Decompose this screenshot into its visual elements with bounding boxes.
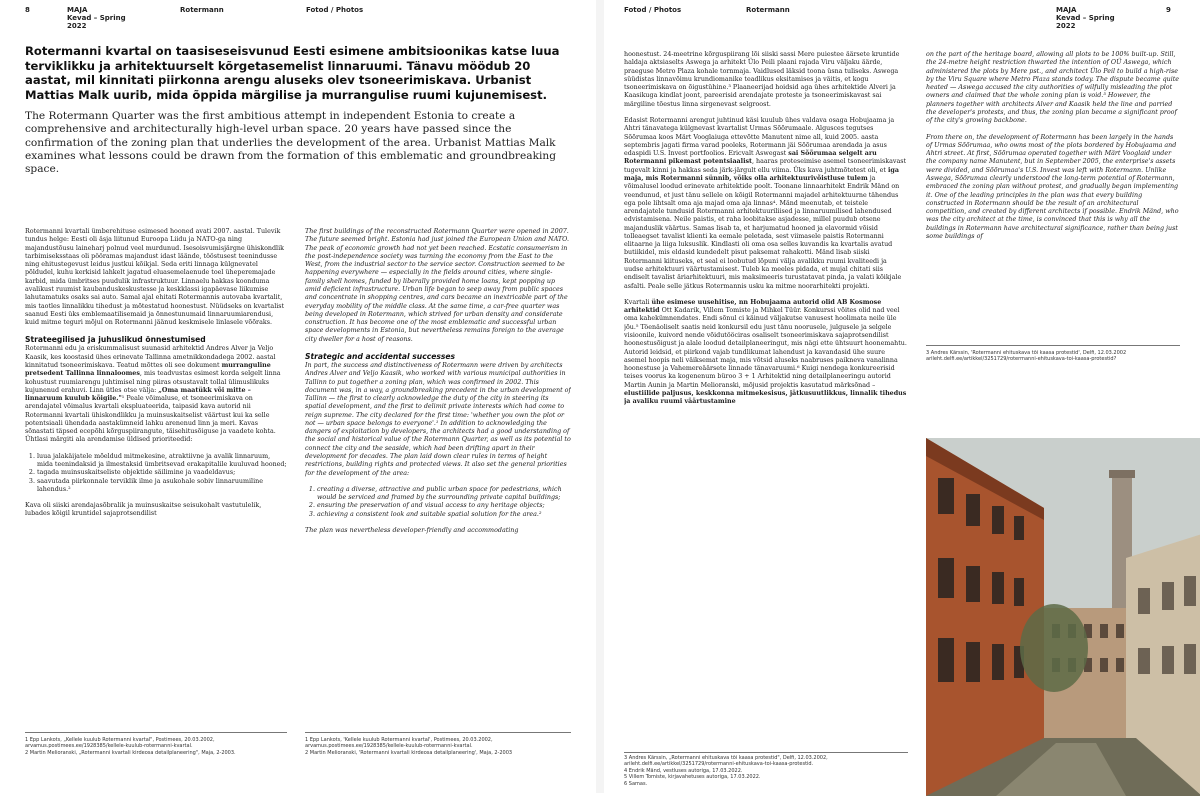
paragraph: Edasist Rotermanni arengut juhtinud käsi kuulub ühes valdava osaga Hobujaama ja Ahtri tänavatega külgnevast kvartalist Urmas Sõõrumaale. Algusces tegutses Sõõrumaa koos Märt Vooglaiuga ettevõtte Manutent nime all, kuid 2005. aasta septembris jagati firma varad pooleks, Rotermann jäi Sõõrumaa arendada ja asus edaspidi U.S. Invest portfoolios. Ericvalt Aswegast sai Sõõrumaa selgelt aru Rotermanni pikemast potentsiaalist, haaras proteseimise asemel tsoneerimiskavast tugevalt kinni ja hakkas seda järk-järgult ellu viima. Üks kava juhtmõtetest oli, et iga maja, mis Rotermanni sünnib, võiks olla arhitektuurivõistluse tulem ja võimalusel loodud erinevate arhitektide poolt. Toonane linnaarhitekt Endrik Mänd on veendunud, et just tänu sellele on kõigil Rotermanni majadel arhitektuurne tähendus ega pole lihtsalt oma aja majad oma aja linnas⁴. Mänd meenutab, et teistele arendajatele tundusid Rotermanni arhitektuuriliised ja linnaruumilised lahendused edvistamisena. Neile paistis, et raha loobitakse asjadesse, millel puudub otsene majanduslik väärtus. Samas lisab ta, et harjumatud hooned ja elavormid võisid tolleaegset tavalist klienti ka eemale peletada, sest viimasele paistis Rotermanni elitaarne ja liiga luksuslik. Kindlasti oli oma osa selles kuvandis ka kvartalis avatud butiikidel, mis eldasid kundedelt pisut paksemat rahakotti. Mänd lisab siiski Rotermanni kiituseks, et seal ei loobutud lõpuni välja avalikku ruumi kvaliteedi ja uudse arhitektuuri väärtustamisest. Tuleb ka meeles pidada, et mujal chitati siis endiselt tavalist äriarhitektuuri, mis maksimeeris turustatavat pinda, ja valati kõikjale asfalti. Peale selle jätkus Rotermannis usku ka mitme noorarhitekti projekti. xyxy=(624,116,907,290)
footnotes-et xyxy=(25,737,287,756)
issue-season: Kevad – Spring xyxy=(67,14,126,22)
rotermann-courtyard-photo xyxy=(926,438,1200,796)
paragraph: Rotermanni edu ja eriskummalisust suunasid arhitektid Andres Alver ja Veljo Kaasik, kes koostasid ühes erinevate Tallinna ametnikkondadega 2002. aastal kinnitatud tsoneerimiskava. Teatud mõttes oli see dokument murranguline pretsedent Tallinna linnaloomes, mis teadvustas esimest korda selgelt linna kohustust ruumiarengu juhtimisel ning piiras otsustavalt tollal ülimuslikuks kujunenud erahuvi. Linn ütles otse välja: „Oma maatükk või mitte – linnaruum kuulub kõigile."¹ Peale võimaluse, et tsoneerimiskava on arendajatel võimalus kvartali ekspluateerida, taipasid kava autorid nii Rotermanni kvartali ühiskondlikku ja muinsuskaitselist väärtust kui ka selle potentsiaali ühendada aastakümneid lahku arenenud linn ja meri. Kavas sõnastati täpsed ecepõhi kõrguspiirangute, täisehitusõiguse ja vaadete kohta. Ühtlasi märgiti ala arendamise üldised prioriteedid: xyxy=(25,345,281,444)
list-item: 1. luua jalakäijatele mõeldud mitmekesine, atraktiivne ja avalik linnaruum, mida teenindaksid ja ilmestaksid ümbritsevad erakapitalile kuuluvad hooned; xyxy=(37,453,287,470)
footnote: 2 Martin Melioranski, 'Rotermanni kvartali kirdeosa detailplaneering', Maja, 2-2003 xyxy=(305,749,513,756)
paragraph: Kvartali ühe esimese uusehitise, nn Hobujaama autorid olid AB Kosmose arhitektid Ott Kadarik, Villem Tomiste ja Mihkel Tüür. Konkurssi võites olid nad veel oma kahekümnendates. Endi sõnul ci käinud väljakutse vanusest hoolimata neile üle jõu.⁵ Töenäoliselt saatis neid konkursil edu just tänu noorusele, julgusele ja selgele visioonile, kuivord nende võidutööciras osaliselt tsoneerimiskava sajaprotsendilist hoonestusõigust ja alale loodud detailplaneeringut, mis nägi ette ühtsuurt hoonemahtu. Autorid leidsid, et piirkond vajab tundlikumat lahendust ja kavandasid ühe suure asemel hoopis neli väiksemat maja, mis võtsid aluseks naabruses paikneva vanalinna hoonestuse ja Vahemereäärsete linnade tänavaruumi.⁶ Kuigi nendega konkureerisid teises voorus ka kogenenum büroo 3 + 1 Arhitektid ning detailplaneeringu autorid Martin Aunin ja Martin Melioranski, mõjusid projektis kasutatud märksõnad – elustiilide paljusus, keskkonna mitmekesisus, jätkusuutlikkus, linnalik tihedus ja avaliku ruumi väärtustamine xyxy=(624,298,907,406)
paragraph: From there on, the development of Rotermann has been largely in the hands of Urmas Sõõrumaa, who owns most of the plots bordered by Hobujaama and Ahtri street. At first, Sõõrumaa operated together with Märt Vooglaid under the company name Manutent, but in September 2005, the enterprise's assets were divided, and Sõõrumaa's U.S. Invest was left with Rotermann. Unlike Aswega, Sõõrumaa clearly understood the long-term potential of Rotermann, embraced the zoning plan without protest, and gradually began implementing it. One of the leading principles in the plan was that every building constructed in Rotermann should be the result of an architectural competition, and created by different architects if possible. Endrik Mänd, who was the city architect at the time, is convinced that this is why all the buildings in Rotermann have architectural significance, rather than being just some buildings of xyxy=(926,133,1179,240)
page-number-left: 8 xyxy=(25,6,30,14)
footnotes-en xyxy=(305,737,571,756)
masthead-left xyxy=(67,6,126,30)
footnote: 4 Endrik Mänd, vestluses autoriga, 17.03.2022. xyxy=(624,767,743,774)
paragraph: The plan was nevertheless developer-friendly and accommodating xyxy=(305,527,519,534)
list-item: 3. saavutada piirkonnale terviklik ilme ja asukohale sobiv linnaruumiline lahendus.² xyxy=(37,478,287,495)
masthead-right xyxy=(1056,6,1115,30)
lead-english: The Rotermann Quarter was the first ambitious attempt in independent Estonia to create a comprehensive and architecturally high-level urban space. 20 years have passed since the confirmation of the zoning plan that underlies the development of the area. Urbanist Mattias Malk examines what lessons could be drawn from the formation of this emblematic and groundbreaking space. xyxy=(25,110,556,176)
priority-list xyxy=(25,453,287,494)
paragraph: In part, the success and distinctiveness of Rotermann were driven by architects Andres Alver and Veljo Kaasik, who worked with various municipal authorities in Tallinn to put together a zoning plan, which was confirmed in 2002. This document was, in a way, a groundbreaking precedent in the urban development of Tallinn — the first to clearly acknowledge the duty of the city in steering its spatial development, and the first to delimit private interests which had come to reign supreme. The city declared for the first time: 'whether you own the plot or not — urban space belongs to everyone'.¹ In addition to acknowledging the dangers of exploitation by developers, the architects had a good understanding of the social and historical value of the Rotermann Quarter, as well as its potential to connect the city and the seaside, which had been drifting apart in their development for decades. The plan laid down clear rules in terms of height restrictions, building rights and protected views. It also set the general priorities for the development of the area: xyxy=(305,361,571,477)
footnote-rule xyxy=(305,732,571,733)
lead-estonian: Rotermanni kvartal on taasiseseisvunud Eesti esimene ambitsioonikas katse luua terviklikku ja arhitektuurselt kõrgetasemelist linnaruumi. Tänavu möödub 20 aastat, mil kinnitati piirkonna arengu aluseks olev tsoneerimiskava. Urbanist Mattias Malk uurib, mida õppida märgilise ja murrangulise ruumi kujunemisest. xyxy=(25,44,560,102)
spine-gutter xyxy=(596,0,604,793)
footnote: 1 Epp Lankots, 'Kellele kuulub Rotermanni kvartal', Postimees, 20.03.2002, arvamus.postimees.ee/1928385/kellele-kuulub-rotermanni-kvartal. xyxy=(305,737,493,750)
list-item: 2. tagada muinsuskaitseliste objektide säilimine ja vaadeldavus; xyxy=(37,469,287,477)
photo-tree xyxy=(1020,604,1088,692)
list-item: 1. creating a diverse, attractive and public urban space for pedestrians, which would be serviced and framed by the surrounding private capital buildings; xyxy=(317,486,571,503)
article-column-en-1 xyxy=(305,228,571,728)
footnote: 5 Villem Tomiste, kirjavahetuses autoriga, 17.03.2022. xyxy=(624,774,761,781)
list-item: 2. ensuring the preservation of and visual access to any heritage objects; xyxy=(317,502,571,510)
subheading: Strateegilised ja juhuslikud õnnestumised xyxy=(25,335,206,345)
paragraph: Rotermanni kvartali ümberehituse esimesed hooned avati 2007. aastal. Tulevik tundus helge: Eesti oli äsja liitunud Euroopa Liidu ja NATO-ga ning majandustõusu laineharj polnud veel murdunud. Isesoisvumisjärgne ühiskondlik tarbimiseksstaas oli pööramas majandust idast läände, tööstusest teenindusse ning ehitustegevust leidus justkui kõikjal. Seda eriti linnaga külgnevatel põldudel, kuhu kerkisid lahkelt jagatud eluasemelaenude toel üheperemajade karbid, mida ümbritses puudulik infrastruktuur. Linnaelu hakkas koonduma avalikust ruumist kaubanduskeskustesse ja keskklassi igapäevase liikumise lahutamatuks osaks sai auto. Samal ajal ehitati Rotermannis autovaba kvartalit, mis taotles linnalikku tihedust ja mõtestatud hoonestust. Nüüdseks on kvartalist saanud Eesti üks emblemaatilisemaid ja õnnestunumaid linnaruumiarendusi, kuid mitme teguri mõjul on Rotermanni jäänud keskmisele linlasele võõraks. xyxy=(25,228,285,327)
magazine-name: MAJA xyxy=(67,6,88,14)
section-title-left: Rotermann xyxy=(180,6,224,14)
priority-list xyxy=(305,486,571,519)
photo-chimney-cap xyxy=(1109,470,1135,478)
paragraph: hoonestust. 24-meetrine kõrguspiirang lõi siiski sassi Mere puiestee äärsete kruntide haldaja aktsiaselts Aswega ja arhitekt Ülo Peili plaani rajada Viru väljaku äärde, praeguse Metro Plaza kohale tornmaja. Vaidlused läksid toona üsna tuliseks. Aswega süüdistas linnavõimu krundiomanike teadlikus eksitamises ja väitis, et kogu tsoneerimiskava on õigustühine.³ Plaaneerijad hoidsid aga ühes arhitektide Alveri ja Kaasikuga kindlat joont, pareerisid arendajate proteste ja tsoneerimiskavast sai märgiline tõestus linna sirgenevast selgroost. xyxy=(624,51,900,108)
footnotes-et-right xyxy=(624,755,908,787)
article-column-et-2 xyxy=(624,51,908,751)
issue-year: 2022 xyxy=(67,22,87,30)
article-column-et-1 xyxy=(25,228,287,728)
paragraph: Kava oli siiski arendajasõbralik ja muinsuskaitse seisukohalt vastutulelik, lubades kõigil kruntidel sajaprotsendilist xyxy=(25,502,262,518)
footnote: 1 Epp Lankots, „Kellele kuulub Rotermanni kvartal", Postimees, 20.03.2002, arvamus.postimees.ee/1928385/kellele-kuulub-rotermanni-kvartal. xyxy=(25,737,215,750)
subheading: Strategic and accidental successes xyxy=(305,351,456,361)
footnote: 6 Samas. xyxy=(624,780,648,787)
page-number-right: 9 xyxy=(1166,6,1171,14)
list-item: 3. achieving a consistent look and suitable spatial solution for the area.² xyxy=(317,511,571,519)
photo-credit-right: Fotod / Photos xyxy=(624,6,682,14)
footnote-rule xyxy=(25,732,287,733)
footnote: 3 Andres Kärssin, 'Rotermanni ehituskava tõi kaasa protestid', Delfi, 12.03.2002 arileht.delfi.ee/artikkel/3251729/rotermanni-ehituskava-toi-kaasa-protestid? xyxy=(926,350,1127,363)
paragraph: The first buildings of the reconstructed Rotermann Quarter were opened in 2007. The future seemed bright. Estonia had just joined the European Union and NATO. The peak of economic growth had not yet been reached. Ecstatic consumerism in the post-independence society was turning the economy from the East to the West, from the industrial sector to the service sector. Construction seemed to be happening everywhere — especially in the fields around cities, where single-family shell homes, funded by liberally provided home loans, kept popping up amid deficient infrastructure. Urban life began to seep away from public spaces and concentrate in shopping centres, and cars became an inextricable part of the everyday mobility of the middle class. At the same time, a car-free quarter was being developed in Rotermann, which strived for urban density and considerate construction. It has become one of the most emblematic and successful urban space developments in Estonia, but nevertheless remains foreign to the average city dweller for a host of reasons. xyxy=(305,228,570,343)
photo-credit-left: Fotod / Photos xyxy=(306,6,364,14)
footnote-rule xyxy=(624,752,908,753)
issue-season: Kevad – Spring xyxy=(1056,14,1115,22)
paragraph: on the part of the heritage board, allowing all plots to be 100% built-up. Still, the 24-metre height restriction thwarted the intention of OÜ Aswega, which administered the plots by Mere pst., and architect Ülo Peil to build a high-rise by the Viru Square where Metro Plaza stands today. The dispute became quite heated — Aswega accused the city authorities of wilfully misleading the plot owners and claimed that the whole zoning plan is void.³ However, the planners together with architects Alver and Kaasik held the line and parried the developer's protests, and thus, the zoning plan became a significant proof of the city's growing backbone. xyxy=(926,51,1180,125)
article-column-en-2 xyxy=(926,51,1180,341)
footnote: 2 Martin Melioranski, „Rotermanni kvartali kirdeosa detailplaneering", Maja, 2-2003. xyxy=(25,749,236,756)
section-title-right: Rotermann xyxy=(746,6,790,14)
magazine-name: MAJA xyxy=(1056,6,1077,14)
footnote: 3 Andres Kärssin, „Rotermanni ehituskava tõi kaasa protestid", Delfi, 12.03.2002, arileht.delfi.ee/artikkel/3251729/rotermanni-ehituskava-toi-kaasa-protestid. xyxy=(624,755,828,768)
issue-year: 2022 xyxy=(1056,22,1076,30)
footnotes-en-right xyxy=(926,350,1180,363)
footnote-rule xyxy=(926,345,1180,346)
